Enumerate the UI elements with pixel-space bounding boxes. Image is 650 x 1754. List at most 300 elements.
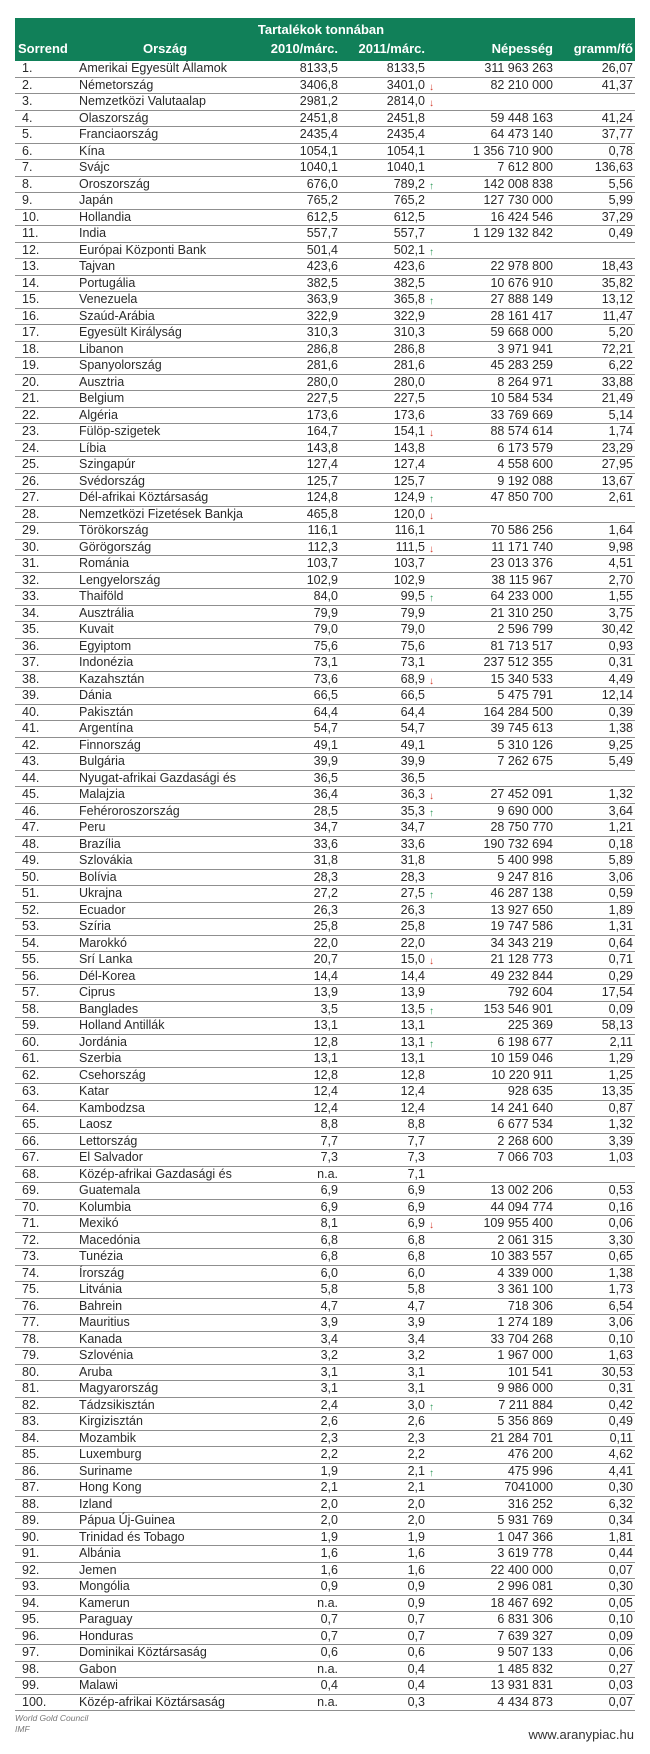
rank-cell: 16. [22,308,40,323]
country-cell: India [79,226,107,240]
country-cell: Nemzetközi Fizetések Bankja [79,506,243,521]
population-cell: 475 996 [507,1463,553,1478]
grams-per-capita-cell: 1,21 [608,820,633,834]
reserve-2011-cell: 99,5 [400,589,425,603]
reserve-2010-cell: 1,9 [320,1463,338,1478]
country-cell: Albánia [79,1546,121,1560]
table-row [15,1414,635,1431]
rank-cell: 93. [22,1579,40,1593]
country-cell: Fehéroroszország [79,803,180,818]
reserve-2011-cell: 2,2 [407,1447,425,1461]
rank-cell: 20. [22,374,40,389]
table-row [15,1662,635,1679]
table-row [15,1563,635,1580]
reserve-2010-cell: 2,0 [320,1513,338,1527]
country-cell: Kína [79,143,105,158]
table-row [15,1051,635,1068]
population-cell: 34 343 219 [490,935,553,950]
grams-per-capita-cell: 0,64 [608,935,633,950]
reserve-2011-cell: 3,9 [407,1315,425,1329]
country-cell: Indonézia [79,655,134,669]
reserve-2010-cell: 75,6 [313,638,338,653]
grams-per-capita-cell: 0,44 [608,1546,633,1560]
grams-per-capita-cell: 5,20 [608,325,633,339]
reserve-2011-cell: 13,1 [400,1051,425,1065]
reserve-2011-cell: 35,3 [400,803,425,818]
grams-per-capita-cell: 3,06 [608,1315,633,1329]
grams-per-capita-cell: 1,74 [608,424,633,438]
table-row [15,1233,635,1250]
rank-cell: 26. [22,473,40,488]
grams-per-capita-cell: 33,88 [601,374,633,389]
reserve-2011-cell: 14,4 [400,968,425,983]
country-cell: Brazília [79,836,121,851]
reserve-2010-cell: 7,3 [320,1150,338,1164]
reserve-2011-cell: 34,7 [400,820,425,834]
population-cell: 237 512 355 [483,655,553,669]
grams-per-capita-cell: 0,09 [608,1628,633,1643]
reserve-2010-cell: 84,0 [313,589,338,603]
rank-cell: 21. [22,391,40,405]
table-row [15,1480,635,1497]
grams-per-capita-cell: 0,06 [608,1645,633,1659]
rank-cell: 40. [22,704,40,719]
country-cell: Egyesült Királyság [79,325,182,339]
reserve-2011-cell: 6,9 [407,1183,425,1197]
reserve-2010-cell: 54,7 [313,721,338,735]
population-cell: 5 356 869 [497,1414,553,1428]
rank-cell: 99. [22,1678,40,1692]
reserve-2010-cell: 26,3 [313,902,338,917]
rank-cell: 77. [22,1315,40,1329]
country-cell: Paraguay [79,1612,133,1626]
country-cell: Malajzia [79,787,125,801]
rank-cell: 5. [22,127,33,141]
reserve-2011-cell: 6,0 [407,1265,425,1280]
website-link[interactable]: www.aranypiac.hu [528,1727,634,1742]
country-cell: Mauritius [79,1315,130,1329]
table-row [15,1134,635,1151]
country-cell: Srí Lanka [79,952,133,966]
reserve-2010-cell: 112,3 [307,539,338,554]
population-cell: 10 220 911 [491,1067,553,1082]
reserve-2011-cell: 3,4 [407,1331,425,1346]
reserve-2010-cell: 73,1 [313,655,338,669]
country-cell: Marokkó [79,935,127,950]
rank-cell: 59. [22,1018,40,1032]
country-cell: Jemen [79,1562,117,1577]
arrow-down-icon: ↓ [429,1220,434,1231]
reserve-2010-cell: 13,9 [313,985,338,999]
population-cell: 64 473 140 [490,127,553,141]
population-cell: 7041000 [504,1480,553,1494]
arrow-up-icon: ↑ [429,1467,434,1479]
arrow-down-icon: ↓ [429,428,434,439]
population-cell: 109 955 400 [483,1216,553,1230]
reserve-2011-cell: 2,1 [407,1480,425,1494]
grams-per-capita-cell: 13,35 [601,1084,633,1098]
rank-cell: 22. [22,407,40,422]
reserve-2010-cell: 0,9 [320,1579,338,1593]
reserve-2011-cell: 3,2 [407,1348,425,1362]
reserve-2011-cell: 789,2 [393,176,425,191]
rank-cell: 32. [22,572,40,587]
rank-cell: 1. [22,61,33,75]
column-header-2011: 2011/márc. [358,41,425,56]
reserve-2011-cell: 0,4 [407,1661,425,1676]
reserve-2011-cell: 73,1 [400,655,425,669]
arrow-up-icon: ↑ [429,494,434,505]
reserve-2011-cell: 12,4 [400,1084,425,1098]
table-row [15,1183,635,1200]
reserve-2011-cell: 286,8 [393,341,425,356]
grams-per-capita-cell: 0,42 [608,1397,633,1412]
country-cell: Dél-Korea [79,968,136,983]
population-cell: 82 210 000 [490,77,553,92]
table-row [15,1035,635,1052]
rank-cell: 83. [22,1414,40,1428]
reserve-2011-cell: 4,7 [407,1298,425,1313]
grams-per-capita-cell: 35,82 [601,275,633,290]
source-imf: IMF [15,1724,30,1734]
country-cell: Tajvan [79,259,116,273]
grams-per-capita-cell: 0,65 [608,1249,633,1263]
reserve-2011-cell: 8,8 [407,1117,425,1131]
reserve-2010-cell: 73,6 [313,671,338,686]
country-cell: Magyarország [79,1381,159,1395]
population-cell: 7 066 703 [497,1150,553,1164]
country-cell: Ciprus [79,985,116,999]
reserve-2010-cell: 1,6 [320,1546,338,1560]
rank-cell: 30. [22,539,40,554]
reserve-2011-cell: 1,6 [407,1562,425,1577]
arrow-up-icon: ↑ [429,593,434,604]
reserve-2011-cell: 36,3 [400,787,425,801]
country-cell: Portugália [79,275,136,290]
grams-per-capita-cell: 0,10 [608,1331,633,1346]
country-cell: Franciaország [79,127,159,141]
rank-cell: 38. [22,671,40,686]
reserve-2010-cell: 6,8 [320,1249,338,1263]
gold-reserves-table [15,18,635,1711]
arrow-down-icon: ↓ [429,543,434,555]
grams-per-capita-cell: 5,49 [608,754,633,768]
table-row [15,61,635,78]
reserve-2010-cell: n.a. [317,1595,338,1610]
table-header [15,18,635,61]
grams-per-capita-cell: 2,11 [609,1034,633,1049]
population-cell: 23 013 376 [490,556,553,570]
reserve-2011-cell: 5,8 [407,1282,425,1296]
population-cell: 4 558 600 [497,457,553,471]
rank-cell: 29. [22,523,40,537]
reserve-2010-cell: 5,8 [320,1282,338,1296]
rank-cell: 92. [22,1562,40,1577]
reserve-2011-cell: 2435,4 [386,127,425,141]
grams-per-capita-cell: 4,51 [608,556,633,570]
table-row [15,1282,635,1299]
reserve-2010-cell: 382,5 [306,275,338,290]
rank-cell: 50. [22,869,40,884]
reserve-2011-cell: 8133,5 [386,61,425,75]
rank-cell: 69. [22,1183,40,1197]
population-cell: 59 668 000 [490,325,553,339]
grams-per-capita-cell: 1,31 [608,919,633,933]
table-row [15,754,635,771]
table-row [15,94,635,111]
country-cell: Hollandia [79,209,132,224]
grams-per-capita-cell: 0,30 [608,1480,633,1494]
reserve-2010-cell: 2981,2 [299,94,338,108]
grams-per-capita-cell: 0,03 [608,1678,633,1692]
population-cell: 11 171 740 [491,539,553,554]
rank-cell: 76. [22,1298,40,1313]
rank-cell: 89. [22,1513,40,1527]
table-row [15,1612,635,1629]
grams-per-capita-cell: 4,41 [608,1463,633,1478]
arrow-up-icon: ↑ [429,890,434,901]
reserve-2010-cell: 125,7 [306,473,338,488]
reserve-2010-cell: 227,5 [306,391,338,405]
rank-cell: 87. [22,1480,40,1494]
column-header-population: Népesség [491,41,553,56]
table-row [15,408,635,425]
reserve-2010-cell: 1,9 [320,1529,338,1544]
country-cell: Guatemala [79,1183,141,1197]
table-row [15,193,635,210]
population-cell: 127 730 000 [483,193,553,207]
rank-cell: 44. [22,770,40,785]
column-header-grams-per-capita: gramm/fő [573,41,633,56]
country-cell: Luxemburg [79,1447,142,1461]
reserve-2011-cell: 54,7 [400,721,425,735]
table-row [15,1117,635,1134]
table-body [15,61,635,1711]
population-cell: 27 888 149 [490,292,553,306]
table-row [15,936,635,953]
arrow-down-icon: ↓ [429,81,434,93]
population-cell: 18 467 692 [490,1595,553,1610]
rank-cell: 55. [22,952,40,966]
reserve-2011-cell: 15,0 [400,952,425,966]
country-cell: Kambodzsa [79,1100,146,1115]
population-cell: 6 677 534 [497,1117,553,1131]
rank-cell: 80. [22,1364,40,1379]
country-cell: Szlovákia [79,853,133,867]
table-row [15,474,635,491]
country-cell: Görögország [79,539,152,554]
table-row [15,1249,635,1266]
population-cell: 81 713 517 [490,638,553,653]
grams-per-capita-cell: 6,54 [608,1298,633,1313]
reserve-2010-cell: 12,8 [313,1034,338,1049]
reserve-2011-cell: 26,3 [400,902,425,917]
table-row [15,655,635,672]
country-cell: Trinidad és Tobago [79,1529,185,1544]
reserve-2011-cell: 28,3 [400,869,425,884]
population-cell: 14 241 640 [490,1100,553,1115]
rank-cell: 56. [22,968,40,983]
population-cell: 46 287 138 [490,886,553,900]
rank-cell: 52. [22,902,40,917]
reserve-2011-cell: 1,6 [407,1546,425,1560]
table-row [15,1596,635,1613]
country-cell: Peru [79,820,106,834]
rank-cell: 31. [22,556,40,570]
population-cell: 718 306 [507,1298,553,1313]
country-cell: Dánia [79,688,112,702]
rank-cell: 71. [22,1216,40,1230]
grams-per-capita-cell: 13,67 [601,473,633,488]
rank-cell: 43. [22,754,40,768]
population-cell: 1 356 710 900 [473,143,553,158]
grams-per-capita-cell: 5,56 [608,176,633,191]
table-row [15,441,635,458]
reserve-2010-cell: 2,4 [320,1397,338,1412]
table-row [15,424,635,441]
reserve-2010-cell: 4,7 [320,1298,338,1313]
rank-cell: 15. [22,292,40,306]
reserve-2011-cell: 0,7 [407,1628,425,1643]
population-cell: 13 002 206 [490,1183,553,1197]
reserve-2011-cell: 120,0 [393,506,425,521]
reserve-2010-cell: 8133,5 [299,61,338,75]
population-cell: 6 198 677 [497,1034,553,1049]
table-row [15,804,635,821]
reserve-2011-cell: 12,4 [400,1100,425,1115]
country-cell: Európai Központi Bank [79,242,207,257]
reserve-2010-cell: 6,0 [320,1265,338,1280]
reserve-2010-cell: 164,7 [306,424,338,438]
reserve-2010-cell: 103,7 [306,556,338,570]
table-row [15,952,635,969]
grams-per-capita-cell: 5,89 [608,853,633,867]
country-cell: Laosz [79,1117,113,1131]
table-row [15,1315,635,1332]
table-row [15,1497,635,1514]
reserve-2011-cell: 125,7 [393,473,425,488]
population-cell: 5 400 998 [497,853,553,867]
table-row [15,1018,635,1035]
reserve-2011-cell: 365,8 [393,292,425,306]
table-row [15,1431,635,1448]
reserve-2010-cell: 310,3 [306,325,338,339]
country-cell: Ecuador [79,902,126,917]
country-cell: Katar [79,1084,109,1098]
reserve-2010-cell: n.a. [317,1661,338,1676]
table-row [15,738,635,755]
population-cell: 476 200 [507,1447,553,1461]
reserve-2011-cell: 143,8 [393,440,425,455]
rank-cell: 7. [22,160,33,174]
table-row [15,1629,635,1646]
reserve-2011-cell: 280,0 [393,374,425,389]
table-row [15,969,635,986]
grams-per-capita-cell: 1,25 [608,1067,633,1082]
country-cell: Fülöp-szigetek [79,424,161,438]
reserve-2011-cell: 1040,1 [386,160,425,174]
country-cell: Macedónia [79,1232,141,1247]
table-row [15,309,635,326]
table-row [15,853,635,870]
population-cell: 2 268 600 [497,1133,553,1148]
grams-per-capita-cell: 12,14 [601,688,633,702]
country-cell: Németország [79,77,154,92]
grams-per-capita-cell: 72,21 [601,341,633,356]
population-cell: 164 284 500 [483,704,553,719]
reserve-2010-cell: 25,8 [313,919,338,933]
country-cell: Lengyelország [79,572,161,587]
country-cell: Dominikai Köztársaság [79,1645,207,1659]
reserve-2011-cell: 423,6 [393,259,425,273]
population-cell: 1 129 132 842 [473,226,553,240]
table-row [15,1101,635,1118]
country-cell: Közép-afrikai Köztársaság [79,1694,225,1709]
rank-cell: 73. [22,1249,40,1263]
table-row [15,127,635,144]
table-row [15,226,635,243]
population-cell: 9 247 816 [497,869,553,884]
grams-per-capita-cell: 9,25 [608,737,633,752]
grams-per-capita-cell: 18,43 [601,259,633,273]
country-cell: Dél-afrikai Köztársaság [79,490,209,504]
population-cell: 16 424 546 [490,209,553,224]
country-cell: Olaszország [79,110,149,125]
country-cell: Venezuela [79,292,138,306]
table-row [15,1579,635,1596]
table-row [15,1365,635,1382]
reserve-2011-cell: 116,1 [394,523,425,537]
reserve-2010-cell: 6,9 [320,1183,338,1197]
country-cell: Ausztria [79,374,125,389]
rank-cell: 39. [22,688,40,702]
reserve-2011-cell: 6,8 [407,1249,425,1263]
population-cell: 1 047 366 [497,1529,553,1544]
grams-per-capita-cell: 6,22 [608,358,633,372]
rank-cell: 9. [22,193,33,207]
country-cell: Szaúd-Arábia [79,308,155,323]
table-row [15,177,635,194]
population-cell: 311 963 263 [484,61,553,75]
table-row [15,490,635,507]
table-row [15,870,635,887]
population-cell: 44 094 774 [490,1199,553,1214]
grams-per-capita-cell: 37,29 [601,209,633,224]
population-cell: 59 448 163 [490,110,553,125]
table-row [15,1348,635,1365]
table-row [15,787,635,804]
population-cell: 9 986 000 [497,1381,553,1395]
population-cell: 64 233 000 [490,589,553,603]
reserve-2010-cell: 13,1 [313,1018,338,1032]
grams-per-capita-cell: 1,73 [608,1282,633,1296]
grams-per-capita-cell: 37,77 [601,127,633,141]
grams-per-capita-cell: 1,03 [608,1150,633,1164]
rank-cell: 28. [22,506,40,521]
rank-cell: 23. [22,424,40,438]
grams-per-capita-cell: 1,89 [608,902,633,917]
country-cell: Pakisztán [79,704,134,719]
rank-cell: 45. [22,787,40,801]
reserve-2010-cell: 79,9 [313,605,338,620]
population-cell: 1 485 832 [497,1661,553,1676]
arrow-up-icon: ↑ [429,1401,434,1413]
reserve-2010-cell: 31,8 [313,853,338,867]
rank-cell: 18. [22,341,40,356]
country-cell: Suriname [79,1463,133,1478]
reserve-2010-cell: 2,0 [320,1496,338,1511]
population-cell: 7 612 800 [497,160,553,174]
